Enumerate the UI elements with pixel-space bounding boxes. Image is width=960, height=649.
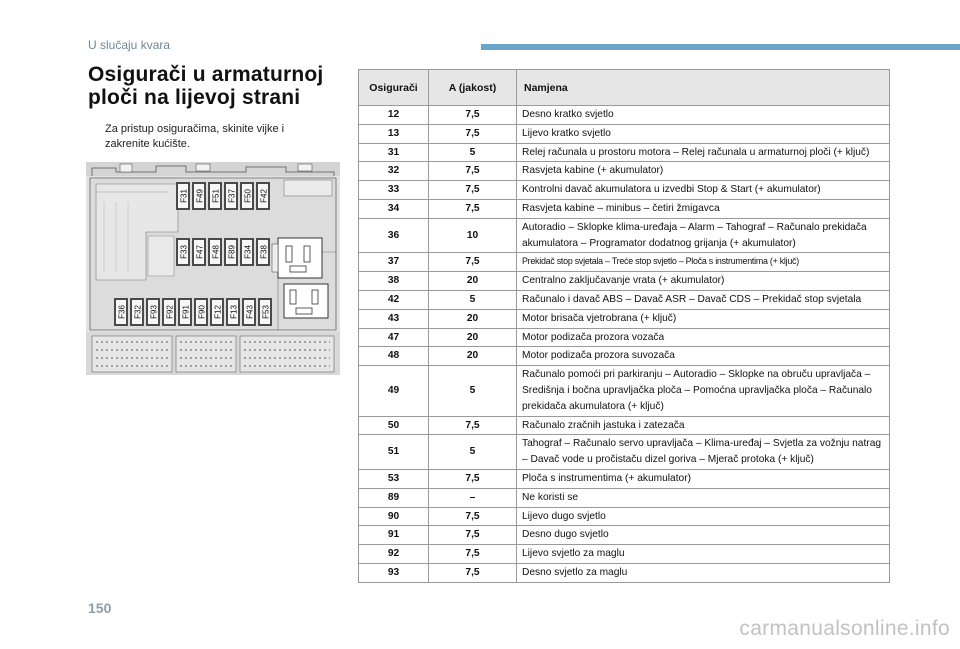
table-row	[359, 469, 890, 488]
fuse-label: F48	[211, 245, 221, 259]
fuse-slot	[176, 238, 190, 266]
fuse-amperage: 5	[429, 143, 517, 162]
table-row	[359, 488, 890, 507]
fuse-number: 51	[359, 435, 429, 470]
relay-block	[272, 238, 322, 278]
table-row	[359, 435, 890, 470]
relay-block	[284, 284, 328, 318]
table-row	[359, 507, 890, 526]
table-row	[359, 563, 890, 582]
fuse-label: F90	[197, 305, 207, 319]
fuse-number: 42	[359, 290, 429, 309]
section-label: U slučaju kvara	[88, 38, 171, 52]
fuse-label: F92	[165, 305, 175, 319]
fuse-amperage: 20	[429, 328, 517, 347]
fuse-number: 12	[359, 106, 429, 125]
fuse-number: 37	[359, 253, 429, 272]
fuse-number: 13	[359, 124, 429, 143]
fuse-function: Prekidač stop svjetala – Treće stop svjetlo – Ploča s instrumentima (+ ključ)	[517, 253, 890, 272]
fuse-label: F33	[179, 245, 189, 259]
table-row	[359, 143, 890, 162]
fuse-label: F43	[245, 305, 255, 319]
header-accent-bar	[481, 44, 960, 50]
table-row	[359, 272, 890, 291]
fuse-amperage: 10	[429, 218, 517, 253]
fuse-function: Lijevo dugo svjetlo	[517, 507, 890, 526]
fuse-slot	[242, 298, 256, 326]
fuse-function: Centralno zaključavanje vrata (+ akumulator)	[517, 272, 890, 291]
table-row	[359, 416, 890, 435]
fuse-slot	[192, 238, 206, 266]
fuse-amperage: 20	[429, 309, 517, 328]
fuse-amperage: 20	[429, 272, 517, 291]
table-row	[359, 328, 890, 347]
fuse-function: Desno kratko svjetlo	[517, 106, 890, 125]
fuse-label: F49	[195, 189, 205, 203]
table-header-row	[359, 70, 890, 106]
fuse-table	[358, 69, 890, 583]
fuse-number: 36	[359, 218, 429, 253]
fuse-slot	[130, 298, 144, 326]
table-row	[359, 253, 890, 272]
fuse-function: Rasvjeta kabine (+ akumulator)	[517, 162, 890, 181]
connector-strip	[86, 332, 340, 375]
fuse-slot	[226, 298, 240, 326]
page-number: 150	[88, 600, 112, 616]
fuse-number: 50	[359, 416, 429, 435]
fuse-slot	[114, 298, 128, 326]
table-row	[359, 199, 890, 218]
fuse-function: Lijevo kratko svjetlo	[517, 124, 890, 143]
fuse-function: Lijevo svjetlo za maglu	[517, 545, 890, 564]
fuse-label: F13	[229, 305, 239, 319]
table-row	[359, 309, 890, 328]
fuse-number: 91	[359, 526, 429, 545]
fuse-number: 33	[359, 181, 429, 200]
fuse-label: F51	[211, 189, 221, 203]
fuse-amperage: 7,5	[429, 563, 517, 582]
fuse-amperage: 7,5	[429, 507, 517, 526]
watermark: carmanualsonline.info	[739, 617, 950, 640]
fuse-label: F37	[227, 189, 237, 203]
table-row	[359, 347, 890, 366]
fuse-label: F12	[213, 305, 223, 319]
fuse-label: F91	[181, 305, 191, 319]
fuse-number: 49	[359, 366, 429, 416]
fuse-number: 43	[359, 309, 429, 328]
fuse-slot	[240, 238, 254, 266]
table-row	[359, 526, 890, 545]
fuse-function: Autoradio – Sklopke klima-uređaja – Alarm – Tahograf – Računalo prekidača akumulatora – Programator dodatnog grijanja (+ akumulator)	[517, 218, 890, 253]
fuse-number: 89	[359, 488, 429, 507]
fuse-number: 92	[359, 545, 429, 564]
fuse-function: Relej računala u prostoru motora – Relej računala u armaturnoj ploči (+ ključ)	[517, 143, 890, 162]
table-row	[359, 366, 890, 416]
fuse-number: 38	[359, 272, 429, 291]
fuse-slot	[256, 238, 270, 266]
fuse-amperage: 20	[429, 347, 517, 366]
fuse-amperage: 7,5	[429, 106, 517, 125]
fuse-function: Motor podizača prozora suvozača	[517, 347, 890, 366]
fuse-amperage: 7,5	[429, 162, 517, 181]
fuse-number: 32	[359, 162, 429, 181]
fuse-slot	[224, 238, 238, 266]
table-row	[359, 545, 890, 564]
fuse-function: Ploča s instrumentima (+ akumulator)	[517, 469, 890, 488]
fuse-slot	[240, 182, 254, 210]
fuse-label: F36	[117, 305, 127, 319]
fuse-amperage: 7,5	[429, 526, 517, 545]
fuse-amperage: 5	[429, 435, 517, 470]
fuse-function: Tahograf – Računalo servo upravljača – Klima-uređaj – Svjetla za vožnju natrag – Davač vode u pročistaču dizel goriva – Mjerač protoka (+ ključ)	[517, 435, 890, 470]
column-header-fuse: Osigurači	[359, 70, 429, 106]
fuse-amperage: 7,5	[429, 253, 517, 272]
column-header-amperage: A (jakost)	[429, 70, 517, 106]
fuse-amperage: 7,5	[429, 416, 517, 435]
fuse-amperage: 5	[429, 366, 517, 416]
fuse-slot	[256, 182, 270, 210]
fuse-slot	[224, 182, 238, 210]
instruction	[88, 122, 318, 152]
fuse-function: Motor podizača prozora vozača	[517, 328, 890, 347]
fuse-amperage: 7,5	[429, 181, 517, 200]
fuse-amperage: 7,5	[429, 124, 517, 143]
fuse-label: F89	[227, 245, 237, 259]
table-row	[359, 124, 890, 143]
fuse-slot	[208, 238, 222, 266]
fuse-number: 53	[359, 469, 429, 488]
fuse-number: 34	[359, 199, 429, 218]
fuse-function: Računalo pomoći pri parkiranju – Autoradio – Sklopke na obruču upravljača – Središnja i bočna upravljačka ploča – Pomoćna upravljačka ploča – Računalo prekidača akumulatora (+ ključ)	[517, 366, 890, 416]
fuse-number: 90	[359, 507, 429, 526]
instruction-text: Za pristup osiguračima, skinite vijke i zakrenite kućište.	[105, 123, 285, 150]
fuse-amperage: 7,5	[429, 545, 517, 564]
fuse-amperage: 7,5	[429, 469, 517, 488]
fuse-label: F42	[259, 189, 269, 203]
fuse-function: Računalo i davač ABS – Davač ASR – Davač CDS – Prekidač stop svjetala	[517, 290, 890, 309]
fuse-label: F31	[179, 189, 189, 203]
fuse-label: F38	[259, 245, 269, 259]
fuse-amperage: –	[429, 488, 517, 507]
fuse-function: Desno dugo svjetlo	[517, 526, 890, 545]
fuse-slot	[176, 182, 190, 210]
fuse-number: 31	[359, 143, 429, 162]
fuse-number: 93	[359, 563, 429, 582]
fuse-slot	[194, 298, 208, 326]
fuse-label: F34	[243, 245, 253, 259]
fuse-slot	[210, 298, 224, 326]
table-row	[359, 181, 890, 200]
fuse-function: Motor brisača vjetrobrana (+ ključ)	[517, 309, 890, 328]
fuse-function: Desno svjetlo za maglu	[517, 563, 890, 582]
fuse-slot	[258, 298, 272, 326]
fuse-slot	[192, 182, 206, 210]
fuse-number: 47	[359, 328, 429, 347]
fuse-label: F53	[261, 305, 271, 319]
fuse-amperage: 5	[429, 290, 517, 309]
fuse-function: Rasvjeta kabine – minibus – četiri žmigavca	[517, 199, 890, 218]
table-row	[359, 218, 890, 253]
fuse-label: F47	[195, 245, 205, 259]
fuse-amperage: 7,5	[429, 199, 517, 218]
fuse-slot	[162, 298, 176, 326]
table-row	[359, 162, 890, 181]
fuse-label: F50	[243, 189, 253, 203]
page-title: Osigurači u armaturnoj ploči na lijevoj strani	[88, 63, 324, 109]
fuse-slot	[178, 298, 192, 326]
fuse-function: Računalo zračnih jastuka i zatezača	[517, 416, 890, 435]
fuse-function: Kontrolni davač akumulatora u izvedbi Stop & Start (+ akumulator)	[517, 181, 890, 200]
table-row	[359, 106, 890, 125]
fuse-number: 48	[359, 347, 429, 366]
column-header-function: Namjena	[517, 70, 890, 106]
fuse-label: F32	[133, 305, 143, 319]
fuse-slot	[208, 182, 222, 210]
table-row	[359, 290, 890, 309]
fuse-box-diagram	[86, 162, 340, 375]
fuse-slot	[146, 298, 160, 326]
fuse-function: Ne koristi se	[517, 488, 890, 507]
fuse-label: F93	[149, 305, 159, 319]
